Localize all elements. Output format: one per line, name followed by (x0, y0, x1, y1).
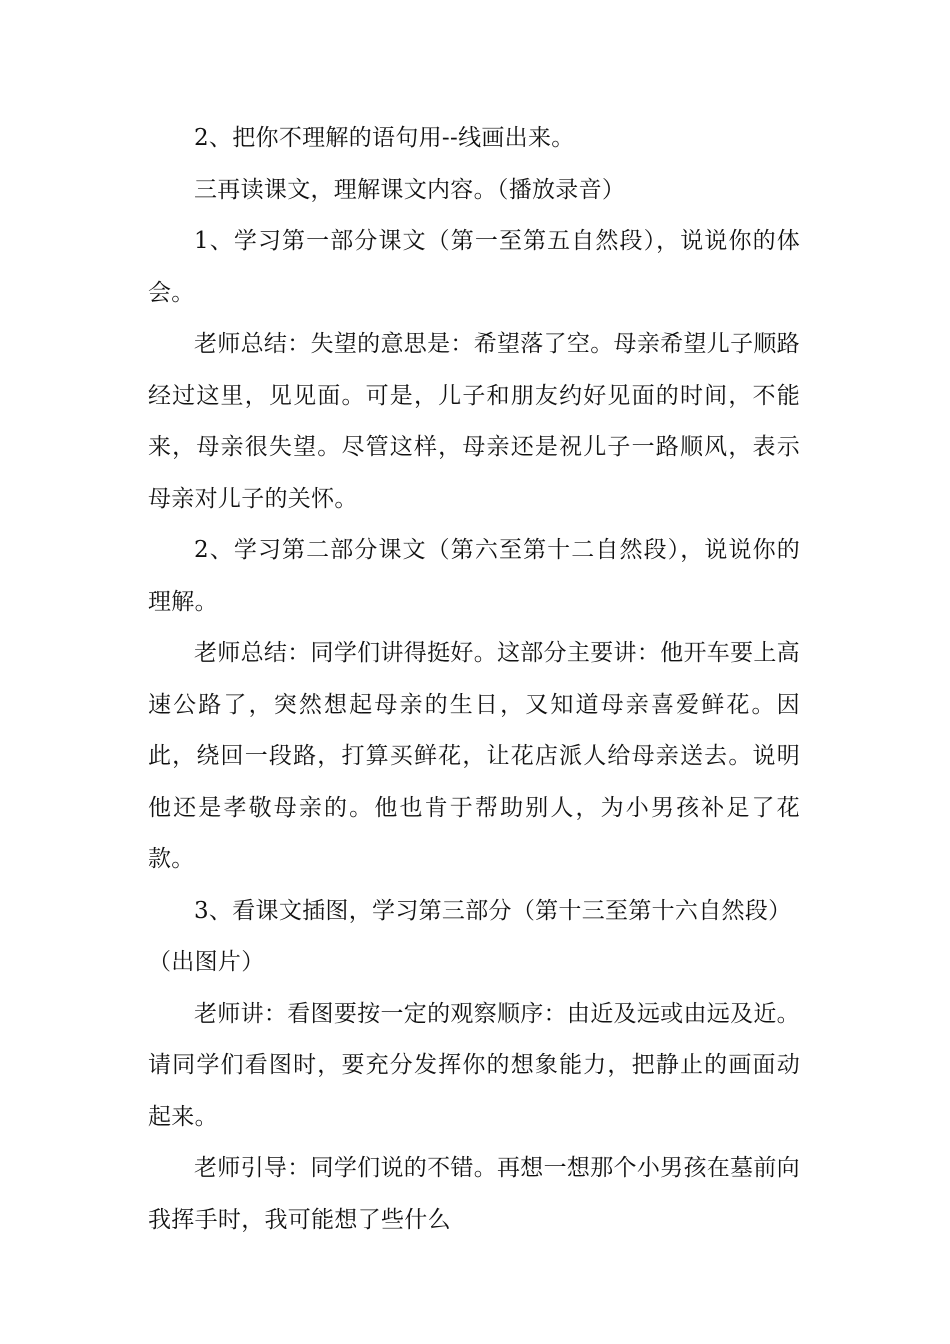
paragraph-teacher-summary-one: 老师总结：失望的意思是：希望落了空。母亲希望儿子顺路经过这里，见见面。可是，儿子和朋友约好见面的时间，不能来，母亲很失望。尽管这样，母亲还是祝儿子一路顺风，表示母亲对儿子的关怀。 (148, 331, 800, 512)
document-body (148, 113, 800, 1246)
paragraph-reread-heading: 三再读课文，理解课文内容。（播放录音） (194, 176, 626, 203)
paragraph-show-picture: （出图片） (148, 949, 265, 975)
paragraph-teacher-summary-two: 老师总结：同学们讲得挺好。这部分主要讲：他开车要上高速公路了，突然想起母亲的生日，又知道母亲喜爱鲜花。因此，绕回一段路，打算买鲜花，让花店派人给母亲送去。说明他还是孝敬母亲的。他也肯于帮助别人，为小男孩补足了花款。 (148, 640, 800, 872)
paragraph-teacher-explains: 老师讲：看图要按一定的观察顺序：由近及远或由远及近。请同学们看图时，要充分发挥你的想象能力，把静止的画面动起来。 (148, 1000, 800, 1130)
paragraph-part-two-task: 2、学习第二部分课文（第六至第十二自然段），说说你的理解。 (148, 537, 800, 615)
paragraph-part-one-task: 1、学习第一部分课文（第一至第五自然段），说说你的体会。 (148, 228, 800, 306)
paragraph-part-three-task: 3、看课文插图，学习第三部分（第十三至第十六自然段） (194, 897, 792, 924)
paragraph-underline-task: 2、把你不理解的语句用--线画出来。 (194, 125, 575, 151)
paragraph-teacher-guides: 老师引导：同学们说的不错。再想一想那个小男孩在墓前向我挥手时，我可能想了些什么 (148, 1155, 800, 1233)
